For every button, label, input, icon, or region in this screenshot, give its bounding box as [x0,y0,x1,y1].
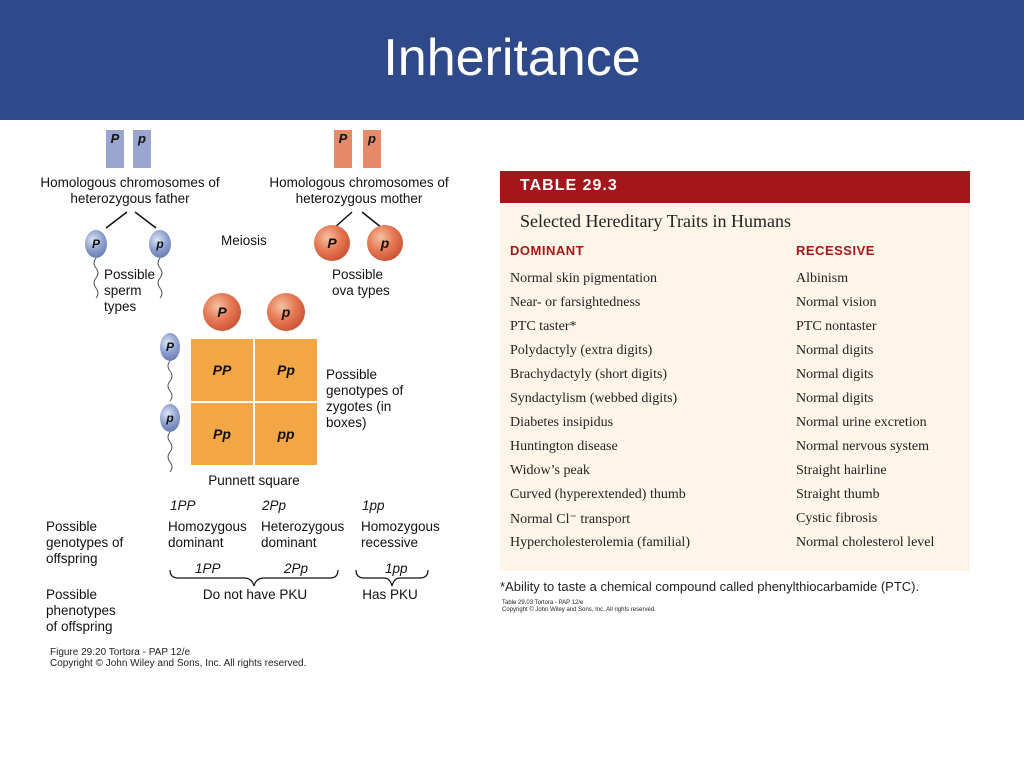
table-row [500,367,970,391]
genotype-heterozygous-count: 2Pp [262,498,287,513]
table-credit-1: Table 29.03 Tortora - PAP 12/e [502,600,584,606]
genotype-homozygous-recessive-desc: Homozygous recessive [361,519,440,550]
ovum-recessive: p [367,225,403,261]
recessive-trait: Cystic fibrosis [796,511,878,526]
table-label: TABLE 29.3 [520,177,618,194]
recessive-trait: Straight hairline [796,463,887,478]
ova-types-label: Possible ova types [332,267,390,298]
dominant-trait: Curved (hyperextended) thumb [510,487,686,502]
table-row [500,511,970,535]
figure-credit-1: Figure 29.20 Tortora - PAP 12/e [50,647,191,658]
mother-label: Homologous chromosomes of heterozygous mother [269,175,449,206]
father-chromosome-recessive: p [133,130,151,168]
genotype-heterozygous-desc: Heterozygous dominant [261,519,345,550]
ovum-dominant: P [314,225,350,261]
table-row [500,271,970,295]
column-header-dominant: DOMINANT [510,243,585,258]
table-row [500,535,970,559]
phenotype-group-1-genotype-a: 1PP [195,561,221,576]
dominant-trait: Brachydactyly (short digits) [510,367,668,382]
column-header-recessive: RECESSIVE [796,243,875,258]
table-header-bar [500,171,970,203]
recessive-trait: Normal digits [796,391,874,406]
dominant-trait: Polydactyly (extra digits) [510,343,653,358]
recessive-trait: Normal digits [796,367,874,382]
mother-chromosome-recessive: p [363,130,381,168]
sperm-dominant: P [85,230,107,258]
punnett-ovum-recessive: p [267,293,305,331]
table-row [500,343,970,367]
punnett-sperm-recessive: p [160,404,180,432]
recessive-trait: Normal nervous system [796,439,929,454]
punnett-cell-pp-4: pp [255,403,317,465]
recessive-trait: PTC nontaster [796,319,877,334]
table-row [500,439,970,463]
table-footnote: *Ability to taste a chemical compound called phenylthiocarbamide (PTC). [500,579,920,594]
meiosis-label: Meiosis [221,233,267,248]
dominant-trait: Near- or farsightedness [510,295,641,310]
punnett-cell-pp-2: Pp [255,339,317,401]
table-row [500,463,970,487]
recessive-trait: Straight thumb [796,487,880,502]
genotype-homozygous-recessive-count: 1pp [362,498,385,513]
punnett-ovum-dominant: P [203,293,241,331]
phenotype-has-pku: Has PKU [362,587,418,602]
slide-title: Inheritance [383,29,641,87]
figure-credit-2: Copyright © John Wiley and Sons, Inc. All rights reserved. [50,658,307,669]
recessive-trait: Normal urine excretion [796,415,927,430]
dominant-trait: Huntington disease [510,439,618,454]
dominant-trait: Widow’s peak [510,463,590,478]
offspring-phenotypes-label: Possible phenotypes of offspring [46,587,116,634]
table-row [500,391,970,415]
phenotype-group-2-genotype: 1pp [385,561,408,576]
genotype-homozygous-dominant-desc: Homozygous dominant [168,519,247,550]
recessive-trait: Normal digits [796,343,874,358]
table-subtitle: Selected Hereditary Traits in Humans [520,211,791,231]
recessive-trait: Normal cholesterol level [796,535,935,550]
table-row [500,295,970,319]
dominant-trait: PTC taster* [510,319,577,334]
father-chromosome-dominant: P [106,130,124,168]
dominant-trait: Diabetes insipidus [510,415,614,430]
sperm-recessive: p [149,230,171,258]
dominant-trait: Syndactylism (webbed digits) [510,391,678,406]
offspring-genotypes-label: Possible genotypes of offspring [46,519,124,566]
recessive-trait: Albinism [796,271,849,286]
dominant-trait: Normal Cl⁻ transport [510,512,631,527]
recessive-trait: Normal vision [796,295,877,310]
dominant-trait: Normal skin pigmentation [510,271,657,286]
table-row [500,487,970,511]
hereditary-traits-table [500,171,970,571]
punnett-cell-pp-1: PP [191,339,253,401]
phenotype-group-1-genotype-b: 2Pp [284,561,309,576]
table-row [500,415,970,439]
dominant-trait: Hypercholesterolemia (familial) [510,535,690,550]
table-row [500,319,970,343]
zygote-genotypes-label: Possible genotypes of zygotes (in boxes) [326,367,404,430]
punnett-caption: Punnett square [208,473,300,488]
phenotype-no-pku: Do not have PKU [202,587,308,602]
punnett-cell-pp-3: Pp [191,403,253,465]
genotype-homozygous-dominant-count: 1PP [170,498,196,513]
sperm-types-label: Possible sperm types [104,267,156,314]
mother-chromosome-dominant: P [334,130,352,168]
father-label: Homologous chromosomes of heterozygous father [40,175,220,206]
table-credit-2: Copyright © John Wiley and Sons, Inc. All rights reserved. [502,607,656,613]
punnett-sperm-dominant: P [160,333,180,361]
